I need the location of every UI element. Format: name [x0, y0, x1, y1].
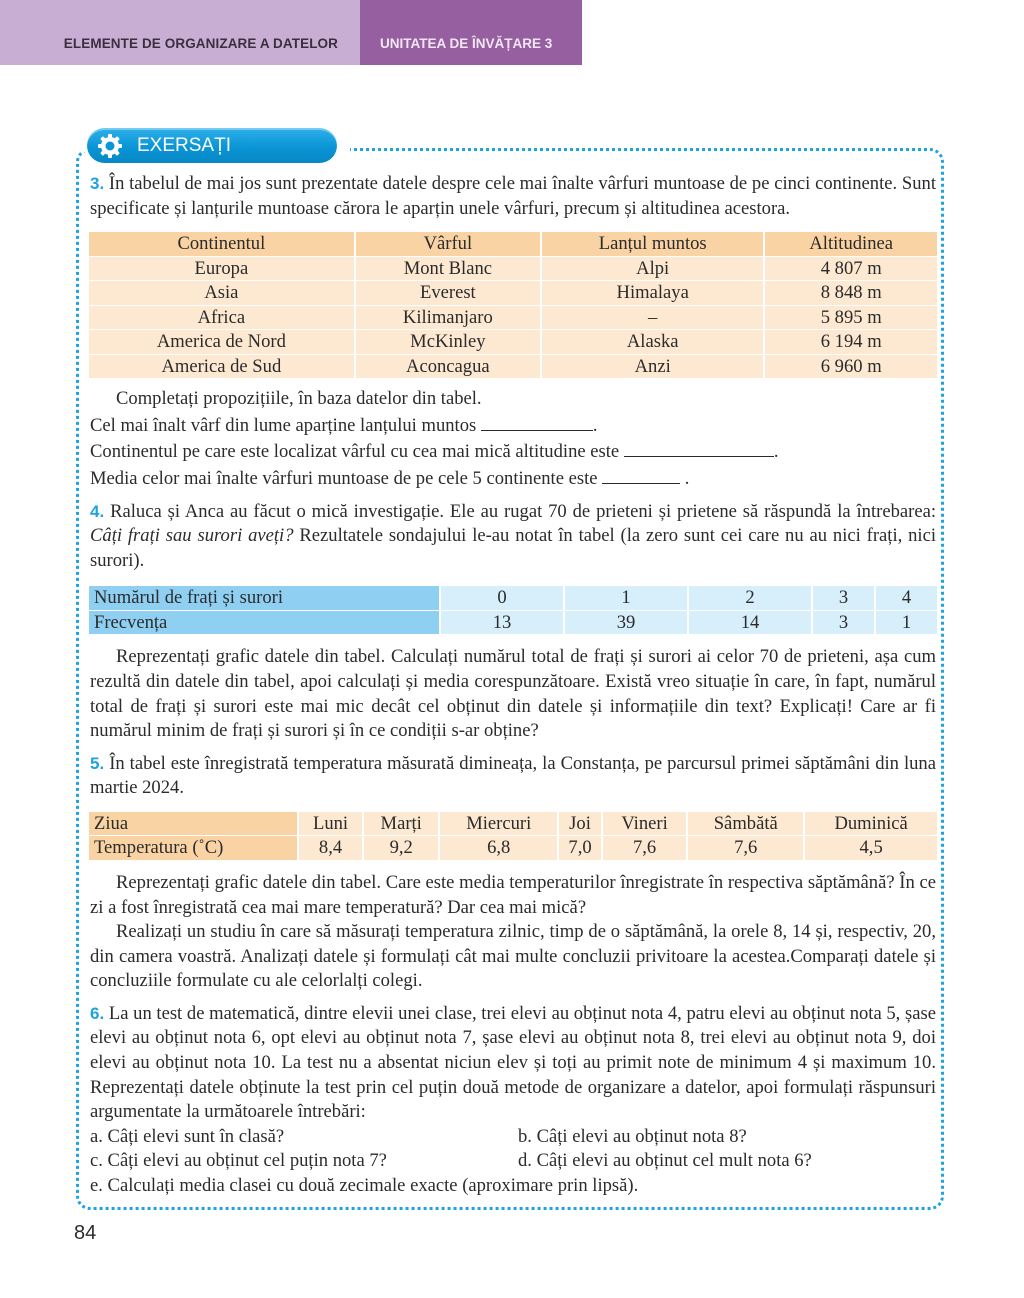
- ex6-text: [90, 1002, 936, 1125]
- cell: 2: [689, 586, 811, 610]
- cell: America de Sud: [89, 355, 354, 379]
- table-row: [89, 611, 937, 635]
- question-e: e. Calculați media clasei cu două zecimale exacte (aproximare prin lipsă).: [90, 1175, 639, 1197]
- ex4-body: Raluca și Anca au făcut o mică investigație. Ele au rugat 70 de prieteni și prietene să răspundă la întrebarea:: [110, 500, 936, 522]
- cell: 7,6: [688, 836, 803, 860]
- cell: 8 848 m: [765, 281, 937, 305]
- ex4-text: [90, 500, 936, 574]
- ex3-sentence-2: Continentul pe care este localizat vârful cu cea mai mică altitudine este .: [90, 438, 936, 465]
- cell: 7,6: [603, 836, 686, 860]
- ex4-number: 4.: [90, 501, 105, 521]
- cell: 8,4: [299, 836, 362, 860]
- cell: 6,8: [440, 836, 557, 860]
- cell: Alpi: [542, 257, 763, 281]
- cell: 4,5: [805, 836, 937, 860]
- mountains-table: [87, 231, 939, 379]
- cell: McKinley: [356, 330, 540, 354]
- cell: 14: [689, 611, 811, 635]
- ex5-body: În tabel este înregistrată temperatura măsurată dimineața, la Constanța, pe parcursul primei săptămâni din luna martie 2024.: [90, 752, 936, 799]
- ex5-text: [90, 752, 936, 801]
- chapter-title: ELEMENTE DE ORGANIZARE A DATELOR: [0, 0, 360, 65]
- cell: Alaska: [542, 330, 763, 354]
- cell: 3: [813, 611, 874, 635]
- ex5-task-1: Reprezentați grafic datele din tabel. Care este media temperaturilor înregistrate în respectiva săptămână? În ce zi a fost înregistrată cea mai mare temperatură? Dar cea mai mică?: [90, 871, 936, 918]
- col-header: Altitudinea: [765, 232, 937, 256]
- cell: 7,0: [559, 836, 601, 860]
- sentence-text: Media celor mai înalte vârfuri muntoase de pe cele 5 continente este: [90, 467, 598, 489]
- ex3-body: În tabelul de mai jos sunt prezentate datele despre cele mai înalte vârfuri muntoase de pe cinci continente. Sunt specificate și lanțurile muntoase cărora le aparțin unele vârfuri, precum și altitudinea acestora.: [90, 173, 936, 219]
- ex5-task-2: Realizați un studiu în care să măsurați temperatura zilnic, timp de o săptămână, la orele 8, 14 și, respectiv, 20, din camera voastră. Analizați datele și formulați cât mai multe concluzii privitoare la acestea.Comparați datele și concluziile formulate cu ale celorlalți colegi.: [90, 921, 936, 992]
- cell: Luni: [299, 812, 362, 836]
- page-header: [0, 0, 582, 65]
- temperature-table: [87, 811, 939, 861]
- col-header: Lanțul muntos: [542, 232, 763, 256]
- ex3-number: 3.: [90, 174, 105, 193]
- section-badge: [87, 128, 337, 163]
- table-row: [89, 355, 937, 379]
- cell: 4 807 m: [765, 257, 937, 281]
- row-label: Ziua: [89, 812, 297, 836]
- cell: 5 895 m: [765, 306, 937, 330]
- cell: America de Nord: [89, 330, 354, 354]
- table-row: [89, 281, 937, 305]
- cell: 3: [813, 586, 874, 610]
- cell: –: [542, 306, 763, 330]
- siblings-table: [87, 585, 939, 635]
- ex6-questions: [90, 1125, 936, 1174]
- cell: Himalaya: [542, 281, 763, 305]
- cell: 1: [876, 611, 937, 635]
- cell: Miercuri: [440, 812, 557, 836]
- cell: Anzi: [542, 355, 763, 379]
- table-row: [89, 812, 937, 836]
- col-header: Continentul: [89, 232, 354, 256]
- cell: Sâmbătă: [688, 812, 803, 836]
- cell: Asia: [89, 281, 354, 305]
- answer-blank[interactable]: [481, 412, 593, 431]
- cell: 4: [876, 586, 937, 610]
- ex3-instruction: Completați propozițiile, în baza datelor din tabel.: [116, 388, 482, 410]
- cell: 9,2: [364, 836, 438, 860]
- row-label: Temperatura (˚C): [89, 836, 297, 860]
- table-row: [89, 330, 937, 354]
- unit-title: UNITATEA DE ÎNVĂȚARE 3: [360, 0, 582, 65]
- cell: Kilimanjaro: [356, 306, 540, 330]
- cell: Africa: [89, 306, 354, 330]
- ex6-number: 6.: [90, 1003, 105, 1023]
- ex3-sentence-3: Media celor mai înalte vârfuri muntoase de pe cele 5 continente este .: [90, 465, 936, 492]
- cell: Joi: [559, 812, 601, 836]
- cell: Europa: [89, 257, 354, 281]
- answer-blank[interactable]: [602, 465, 680, 484]
- row-label: Frecvența: [89, 611, 439, 635]
- question-b: b. Câți elevi au obținut nota 8?: [518, 1125, 747, 1147]
- page-number: 84: [74, 1222, 97, 1244]
- cell: Mont Blanc: [356, 257, 540, 281]
- ex3-text: [90, 172, 936, 221]
- cell: Marți: [364, 812, 438, 836]
- question-d: d. Câți elevi au obținut cel mult nota 6?: [518, 1150, 812, 1172]
- cell: Duminică: [805, 812, 937, 836]
- exercises: [90, 172, 936, 1199]
- cell: 13: [441, 611, 563, 635]
- question-a: a. Câți elevi sunt în clasă?: [90, 1125, 285, 1147]
- sentence-text: Cel mai înalt vârf din lume aparține lanțului muntos: [90, 414, 477, 436]
- cell: Aconcagua: [356, 355, 540, 379]
- table-row: [89, 586, 937, 610]
- col-header: Vârful: [356, 232, 540, 256]
- cell: Vineri: [603, 812, 686, 836]
- table-header-row: [89, 232, 937, 256]
- cell: 6 194 m: [765, 330, 937, 354]
- table-row: [89, 306, 937, 330]
- cell: 0: [441, 586, 563, 610]
- ex5-number: 5.: [90, 753, 105, 773]
- gear-icon: [97, 133, 123, 159]
- ex3-sentence-1: Cel mai înalt vârf din lume aparține lanțului muntos .: [90, 412, 936, 439]
- ex4-body-2: Rezultatele sondajului le-au notat în tabel (la zero sunt cei care nu au nici frați, nici surori).: [90, 525, 936, 571]
- cell: 39: [565, 611, 687, 635]
- sentence-text: Continentul pe care este localizat vârful cu cea mai mică altitudine este: [90, 441, 620, 463]
- question-c: c. Câți elevi au obținut cel puțin nota 7?: [90, 1150, 387, 1172]
- table-row: [89, 257, 937, 281]
- ex4-task: Reprezentați grafic datele din tabel. Calculați numărul total de frați și surori ai celor 70 de prieteni, așa cum rezultă din datele din tabel, apoi calculați și media corespunzătoare. Există vreo situație în care, în fapt, numărul total de frați și surori este mai mic decât cel obținut din datele și informațiile din text? Explicați! Care ar fi numărul minim de frați și surori și în ce condiții s-ar obține?: [90, 646, 936, 742]
- row-label: Numărul de frați și surori: [89, 586, 439, 610]
- section-badge-label: EXERSAȚI: [137, 134, 231, 156]
- ex6-body: La un test de matematică, dintre elevii unei clase, trei elevi au obținut nota 4, patru elevi au obținut nota 5, șase elevi au obținut nota 6, opt elevi au obținut nota 7, șase elevi au obținut nota 8, trei elevi au obținut nota 9, doi elevi au obținut nota 10. La test nu a absentat niciun elev și toți au primit note de minimum 4 și maximum 10. Reprezentați datele obținute la test prin cel puțin două metode de organizare a datelor, apoi formulați răspunsuri argumentate la următoarele întrebări:: [90, 1002, 936, 1123]
- cell: Everest: [356, 281, 540, 305]
- cell: 1: [565, 586, 687, 610]
- ex4-question: Câți frați sau surori aveți?: [90, 525, 294, 547]
- cell: 6 960 m: [765, 355, 937, 379]
- table-row: [89, 836, 937, 860]
- answer-blank[interactable]: [624, 438, 774, 457]
